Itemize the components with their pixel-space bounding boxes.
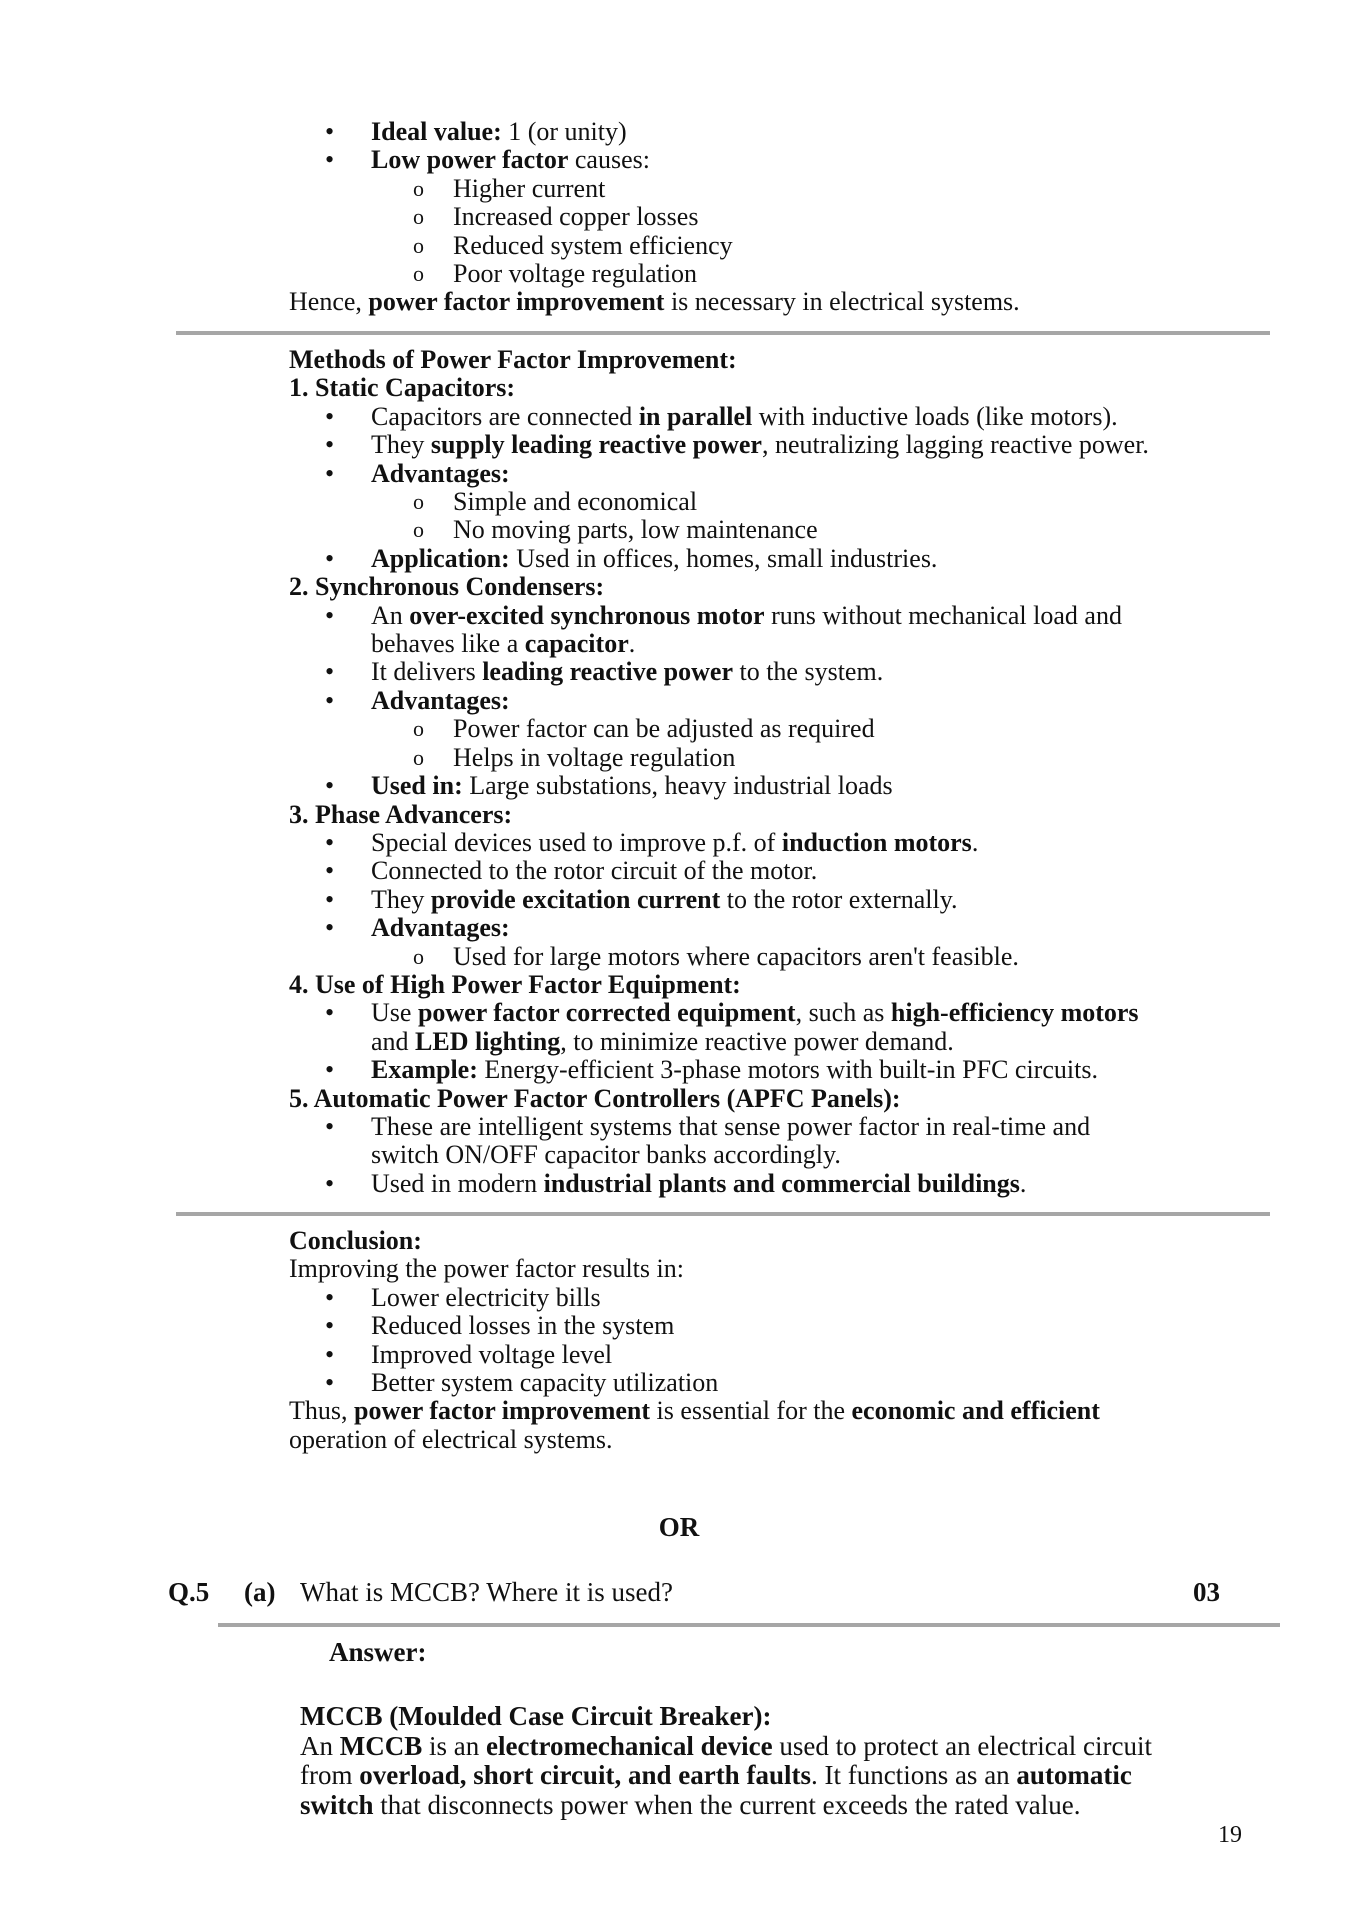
list-item: • Better system capacity utilization [325,1368,719,1398]
list-item: • Capacitors are connected in parallel with inductive loads (like motors). [325,401,1118,431]
list-item: • They supply leading reactive power, neutralizing lagging reactive power. [325,430,1149,460]
list-item-continuation: and LED lighting, to minimize reactive power demand. [371,1026,954,1056]
circle-bullet-icon: o [413,744,424,770]
list-item-continuation: switch ON/OFF capacitor banks accordingly. [371,1140,841,1170]
list-item: • Advantages: [325,685,510,715]
list-item: • An over-excited synchronous motor runs without mechanical load and [325,600,1122,630]
list-item: o Higher current [413,173,606,203]
list-item: • Special devices used to improve p.f. of induction motors. [325,827,979,857]
question-number: Q.5 [168,1577,210,1607]
circle-bullet-icon: o [413,261,424,287]
section-heading: Conclusion: [289,1226,422,1255]
list-item: • Used in modern industrial plants and commercial buildings. [325,1168,1027,1198]
list-item: • These are intelligent systems that sense power factor in real-time and [325,1111,1091,1141]
list-item: • Used in: Large substations, heavy industrial loads [325,771,893,801]
list-item: o Poor voltage regulation [413,259,698,289]
conclusion-section [289,1227,1289,1454]
bullet-icon: • [325,1368,335,1398]
list-item: • They provide excitation current to the rotor externally. [325,884,958,914]
page-number: 19 [1218,1822,1242,1848]
question-row [0,1578,1358,1610]
paragraph-continuation: operation of electrical systems. [289,1424,613,1454]
bullet-icon: • [325,117,335,146]
circle-bullet-icon: o [413,517,424,543]
bullet-icon: • [325,1055,335,1085]
circle-bullet-icon: o [413,204,424,230]
list-item: o Reduced system efficiency [413,230,733,260]
bullet-icon: • [325,884,335,914]
bullet-icon: • [325,1111,335,1141]
bullet-icon: • [325,827,335,857]
circle-bullet-icon: o [413,943,424,969]
divider [218,1623,1280,1627]
intro-section [289,118,1289,317]
list-item: • Low power factor causes: [325,145,650,175]
list-item: • It delivers leading reactive power to the system. [325,657,884,687]
paragraph: Hence, power factor improvement is necessary in electrical systems. [289,287,1020,317]
list-item: • Improved voltage level [325,1339,613,1369]
bullet-icon: • [325,998,335,1028]
method-title: 2. Synchronous Condensers: [289,572,605,602]
list-item: • Use power factor corrected equipment, such as high-efficiency motors [325,998,1139,1028]
divider [176,331,1270,335]
circle-bullet-icon: o [413,175,424,201]
list-item: • Example: Energy-efficient 3-phase motors with built-in PFC circuits. [325,1055,1098,1085]
bullet-icon: • [325,600,335,630]
bullet-icon: • [325,913,335,943]
list-item: • Advantages: [325,458,510,488]
method-title: 4. Use of High Power Factor Equipment: [289,969,741,999]
list-item: • Advantages: [325,913,510,943]
circle-bullet-icon: o [413,716,424,742]
paragraph: Improving the power factor results in: [289,1254,684,1284]
bullet-icon: • [325,1168,335,1198]
method-title: 5. Automatic Power Factor Controllers (APFC Panels): [289,1083,901,1113]
list-item: • Application: Used in offices, homes, small industries. [325,543,938,573]
answer-body [300,1702,1300,1820]
question-text: What is MCCB? Where it is used? [300,1577,673,1607]
bullet-icon: • [325,657,335,687]
question-subpart: (a) [244,1577,276,1607]
answer-heading: MCCB (Moulded Case Circuit Breaker): [300,1701,772,1731]
list-item: • Ideal value: 1 (or unity) [325,117,627,146]
paragraph: Thus, power factor improvement is essential for the economic and efficient [289,1396,1100,1426]
method-title: 1. Static Capacitors: [289,373,516,403]
list-item: o Power factor can be adjusted as required [413,714,875,744]
method-title: 3. Phase Advancers: [289,799,513,829]
list-item-continuation: behaves like a capacitor. [371,629,636,659]
answer-line: An MCCB is an electromechanical device used to protect an electrical circuit [300,1730,1152,1761]
answer-line: switch that disconnects power when the current exceeds the rated value. [300,1789,1081,1820]
bullet-icon: • [325,458,335,488]
answer-line: from overload, short circuit, and earth faults. It functions as an automatic [300,1760,1132,1790]
circle-bullet-icon: o [413,232,424,258]
list-item: o Increased copper losses [413,202,699,232]
list-item: o No moving parts, low maintenance [413,515,818,545]
circle-bullet-icon: o [413,489,424,515]
bullet-icon: • [325,1282,335,1312]
bullet-icon: • [325,1339,335,1369]
bullet-icon: • [325,145,335,175]
list-item: • Reduced losses in the system [325,1311,675,1341]
list-item: o Simple and economical [413,487,698,517]
bullet-icon: • [325,771,335,801]
bullet-icon: • [325,401,335,431]
list-item: o Helps in voltage regulation [413,742,736,772]
list-item: o Used for large motors where capacitors aren't feasible. [413,941,1019,971]
question-marks: 03 [1193,1577,1220,1607]
bullet-icon: • [325,430,335,460]
bullet-icon: • [325,856,335,886]
section-heading: Methods of Power Factor Improvement: [289,345,737,374]
answer-label: Answer: [329,1637,427,1667]
list-item: • Connected to the rotor circuit of the motor. [325,856,818,886]
or-separator: OR [658,1512,700,1542]
methods-section [289,346,1289,1198]
list-item: • Lower electricity bills [325,1282,601,1312]
bullet-icon: • [325,543,335,573]
bullet-icon: • [325,685,335,715]
divider [176,1212,1270,1216]
bullet-icon: • [325,1311,335,1341]
